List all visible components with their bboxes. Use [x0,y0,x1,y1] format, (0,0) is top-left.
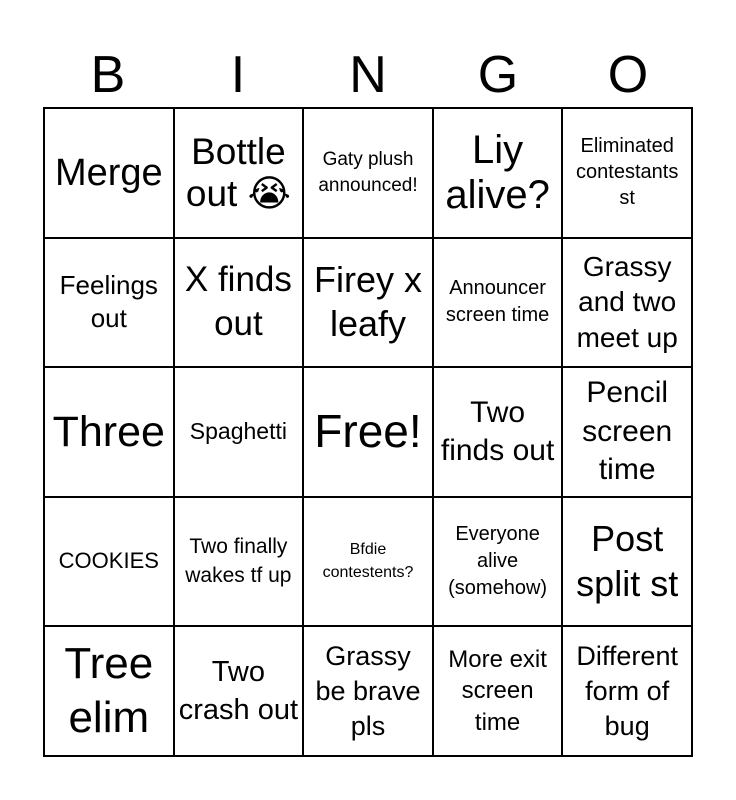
bingo-cell[interactable] [44,108,174,238]
header-letter-g: G [477,46,519,104]
bingo-cell[interactable] [433,497,563,627]
header-letter-n: N [349,46,387,104]
bingo-cell[interactable] [303,497,433,627]
bingo-cell[interactable] [44,238,174,368]
bingo-cell[interactable] [562,626,692,756]
bingo-cell[interactable] [174,497,304,627]
header-letter-b: B [90,46,126,104]
header-letter-o: O [607,46,649,104]
cell-text: Grassy and two meet up [576,250,678,354]
header-letter-i: I [230,46,246,104]
cell-text: Different form of bug [576,640,678,741]
cell-text: Liy alive? [445,128,550,217]
cell-text: Tree elim [64,638,154,743]
bingo-cell[interactable] [562,497,692,627]
cell-text: Gaty plush announced! [318,149,418,196]
bingo-cell[interactable] [174,238,304,368]
bingo-cell[interactable] [433,108,563,238]
cell-text: Announcer screen time [445,277,550,327]
cell-text: Bottle out 😭 [185,131,291,214]
bingo-cell[interactable] [433,367,563,497]
cell-text: Bfdie contestents? [322,540,414,581]
cell-text: Three [52,407,165,456]
cell-text: Two finally wakes tf up [185,535,292,587]
cell-text: Everyone alive (somehow) [448,522,548,600]
cell-text: More exit screen time [448,645,547,737]
bingo-cell[interactable] [433,238,563,368]
bingo-cell[interactable] [562,367,692,497]
bingo-cell[interactable] [303,626,433,756]
cell-text: Grassy be brave pls [315,640,421,741]
bingo-cell[interactable] [174,108,304,238]
bingo-cell[interactable] [562,238,692,368]
cell-text: Firey x leafy [313,258,422,345]
cell-text: Merge [54,151,163,194]
bingo-cell[interactable] [44,626,174,756]
cell-text: Eliminated contestants st [576,135,679,209]
cell-text: Two finds out [440,395,555,467]
bingo-header [43,44,693,106]
cell-text: Feelings out [59,269,158,334]
cell-text: Free! [314,405,422,458]
cell-text: Spaghetti [189,418,287,445]
bingo-cell[interactable] [303,238,433,368]
bingo-cell[interactable] [562,108,692,238]
bingo-cell[interactable] [174,367,304,497]
bingo-cell[interactable] [433,626,563,756]
cell-text: X finds out [184,259,292,344]
cell-text: Pencil screen time [582,376,673,487]
cell-text: COOKIES [58,548,159,574]
bingo-cell[interactable] [44,497,174,627]
bingo-cell[interactable] [174,626,304,756]
bingo-cell[interactable] [303,108,433,238]
bingo-cell[interactable] [303,367,433,497]
bingo-cell[interactable] [44,367,174,497]
cell-text: Post split st [576,517,679,604]
cell-text: Two crash out [178,655,299,727]
bingo-card [43,107,693,757]
